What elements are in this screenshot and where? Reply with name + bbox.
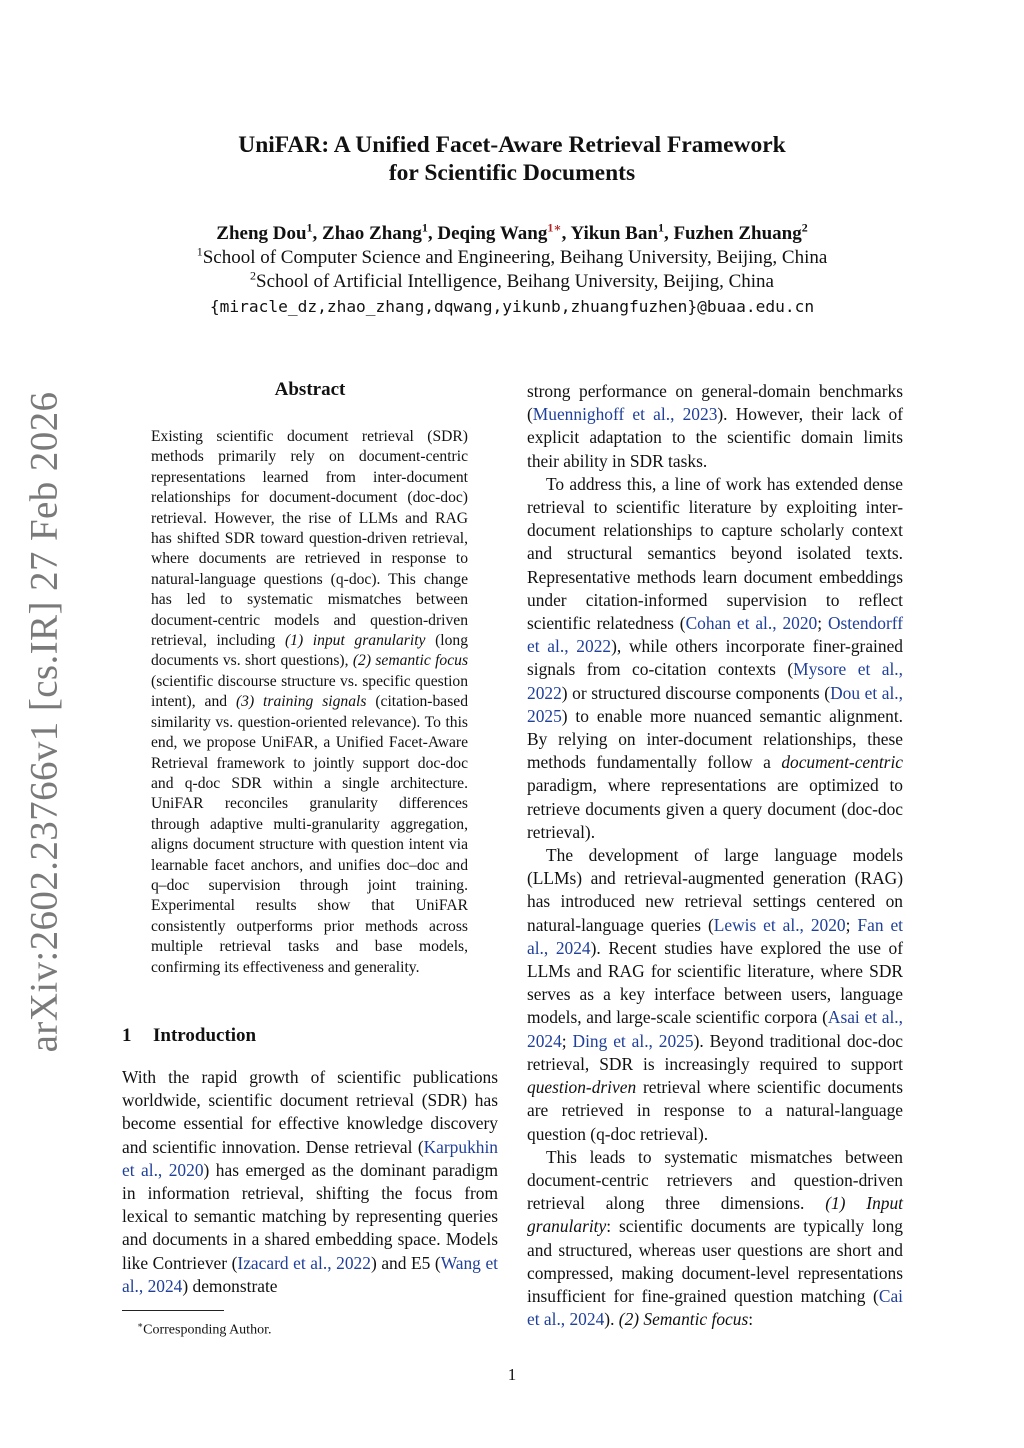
body-text: ) and E5 ( bbox=[370, 1252, 441, 1273]
body-text: paradigm, where representations are optimized to retrieve documents given a query document (doc-doc retrieval). bbox=[527, 775, 903, 842]
footnote-text: Corresponding Author. bbox=[143, 1322, 272, 1338]
emphasis-text: document-centric bbox=[781, 752, 903, 773]
citation-link[interactable]: Ostendorff et al., 2022 bbox=[527, 613, 904, 657]
citation-link[interactable]: Cohan et al., 2020 bbox=[685, 613, 818, 634]
body-text: ; bbox=[561, 1030, 573, 1051]
body-text: ) to enable more nuanced semantic alignment. By relying on inter-document relationships, these methods fundamentally follow a bbox=[527, 705, 903, 773]
citation-link[interactable]: Mysore et al., 2022 bbox=[527, 659, 903, 703]
author-name: Zheng Dou bbox=[216, 223, 307, 244]
author-name: Yikun Ban bbox=[570, 223, 658, 244]
paper-title bbox=[150, 131, 874, 187]
abstract-emphasis: (2) semantic focus bbox=[352, 652, 469, 670]
footnote bbox=[137, 1316, 497, 1340]
body-text: ). bbox=[604, 1309, 619, 1330]
abstract-body bbox=[151, 427, 468, 978]
emphasis-text: question-driven bbox=[527, 1077, 637, 1098]
affiliation-1 bbox=[90, 246, 934, 270]
affiliation-mark: 1 bbox=[196, 244, 203, 259]
body-text: ) demonstrate bbox=[182, 1275, 278, 1296]
introduction-left-column bbox=[122, 1066, 498, 1298]
right-column bbox=[527, 380, 903, 1331]
author-mark: 1 bbox=[657, 220, 664, 235]
abstract-text: (scientific discourse structure vs. specific question intent), and bbox=[151, 672, 468, 711]
body-text: retrieval where scientific documents are retrieved in response to a natural-language question (q-doc retrieval). bbox=[527, 1077, 903, 1144]
author-emails: {miracle_dz,zhao_zhang,dqwang,yikunb,zhuangfuzhen}@buaa.edu.cn bbox=[209, 297, 815, 316]
author-mark: 1∗ bbox=[547, 220, 562, 235]
citation-link[interactable]: Fan et al., 2024 bbox=[527, 914, 903, 958]
abstract-heading: Abstract bbox=[274, 379, 346, 400]
citation-link[interactable]: Cai et al., 2024 bbox=[527, 1285, 903, 1330]
body-text: This leads to systematic mismatches between document-centric retrievers and question-driven retrieval along three dimensions. bbox=[527, 1146, 903, 1214]
abstract-emphasis: (3) training signals bbox=[235, 693, 367, 711]
body-text: With the rapid growth of scientific publications worldwide, scientific document retrieval (SDR) has become essential for effective knowledge discovery and scientific innovation. Dense retrieval ( bbox=[122, 1067, 498, 1157]
body-text: strong performance on general-domain benchmarks ( bbox=[527, 381, 903, 425]
paragraph-1 bbox=[527, 380, 903, 473]
emphasis-text: (2) Semantic focus bbox=[618, 1309, 749, 1330]
abstract-emphasis: (1) input granularity bbox=[284, 632, 426, 650]
footnote-mark: ∗ bbox=[137, 1320, 144, 1330]
citation-link[interactable]: Wang et al., 2024 bbox=[122, 1252, 499, 1296]
body-text: ). However, their lack of explicit adaptation to the scientific domain limits their ability in SDR tasks. bbox=[527, 404, 903, 471]
body-text: ; bbox=[845, 914, 858, 935]
abstract-paragraph bbox=[151, 427, 468, 978]
paragraph-4 bbox=[527, 1146, 903, 1332]
citation-link[interactable]: Dou et al., 2025 bbox=[527, 682, 903, 726]
author-name: Deqing Wang bbox=[437, 223, 548, 244]
abstract-text: (long documents vs. short questions), bbox=[151, 632, 468, 670]
arxiv-identifier: arXiv:2602.23766v1 [cs.IR] 27 Feb 2026 bbox=[22, 391, 66, 1053]
citation-link[interactable]: Asai et al., 2024 bbox=[527, 1007, 903, 1051]
body-text: ) has emerged as the dominant paradigm in information retrieval, shifting the focus from lexical to semantic matching by representing queries and documents in a shared embedding space. Models like Contriever ( bbox=[122, 1159, 498, 1273]
affiliation-mark: 2 bbox=[250, 268, 256, 283]
body-text: To address this, a line of work has extended dense retrieval to scientific literature by exploiting inter-document relationships to capture scholarly context and structural semantics beyond isolated texts. Representative methods learn document embeddings under citation-informed supervision to reflect scientific relatedness ( bbox=[527, 473, 903, 634]
abstract-text: Existing scientific document retrieval (SDR) methods primarily rely on document-centric representations learned from inter-document relationships for document-document (doc-doc) retrieval. However, the rise of LLMs and RAG has shifted SDR toward question-driven retrieval, where documents are retrieved in response to natural-language questions (q-doc). This change has led to systematic mismatches between document-centric models and question-driven retrieval, including bbox=[151, 428, 468, 650]
body-text: : scientific documents are typically long and structured, whereas user questions are short and compressed, making document-level representations insufficient for fine-grained question matching ( bbox=[527, 1216, 903, 1306]
body-text: The development of large language models (LLMs) and retrieval-augmented generation (RAG) has introduced new retrieval settings centered on natural-language queries ( bbox=[527, 845, 903, 935]
citation-link[interactable]: Muennighoff et al., 2023 bbox=[532, 404, 718, 425]
section-number: 1 bbox=[122, 1025, 132, 1046]
author-name: Fuzhen Zhuang bbox=[673, 223, 802, 244]
body-text: ). Beyond traditional doc-doc retrieval, SDR is increasingly required to support bbox=[527, 1030, 903, 1074]
citation-link[interactable]: Izacard et al., 2022 bbox=[237, 1252, 371, 1273]
abstract-text: (citation-based similarity vs. question-oriented relevance). To this end, we propose UniFAR, a Unified Facet-Aware Retrieval framework to jointly support doc-doc and q-doc SDR within a single architecture. UniFAR reconciles granularity differences through adaptive multi-granularity aggregation, aligns document structure with question intent via learnable facet anchors, and unifies doc–doc and q–doc supervision through joint training. Experimental results show that UniFAR consistently outperforms prior methods across multiple retrieval tasks and base models, confirming its effectiveness and generality. bbox=[151, 693, 468, 976]
footnote-divider bbox=[122, 1310, 224, 1311]
citation-link[interactable]: Ding et al., 2025 bbox=[572, 1030, 694, 1051]
affiliation-text: School of Computer Science and Engineering, Beihang University, Beijing, China bbox=[202, 247, 828, 268]
body-text: ). Recent studies have explored the use of LLMs and RAG for scientific literature, where SDR serves as a key interface between users, language models, and large-scale scientific corpora ( bbox=[527, 937, 903, 1028]
author-mark: 2 bbox=[801, 220, 808, 235]
section-heading-introduction bbox=[122, 1024, 502, 1048]
paragraph-2 bbox=[527, 473, 903, 844]
section-title: Introduction bbox=[153, 1025, 257, 1046]
body-text: : bbox=[748, 1309, 754, 1330]
author-mark: 1 bbox=[421, 220, 428, 235]
intro-paragraph bbox=[122, 1066, 498, 1298]
body-text: ) or structured discourse components ( bbox=[561, 682, 831, 703]
citation-link[interactable]: Karpukhin et al., 2020 bbox=[122, 1136, 498, 1180]
citation-link[interactable]: Lewis et al., 2020 bbox=[713, 914, 846, 935]
title-line-2: for Scientific Documents bbox=[388, 160, 636, 186]
author-name: Zhao Zhang bbox=[322, 223, 422, 244]
affiliation-2 bbox=[90, 270, 934, 294]
title-line-1: UniFAR: A Unified Facet-Aware Retrieval Framework bbox=[238, 132, 786, 158]
emphasis-text: (1) Input granularity bbox=[527, 1193, 903, 1237]
page-number: 1 bbox=[507, 1365, 517, 1384]
author-list: Zheng Dou$^1$, Zhao Zhang$^1$, Deqing Wang$^{1∗}$, Yikun Ban$^1$, Fuzhen Zhuang$^2$ bbox=[216, 220, 808, 244]
affiliation-text: School of Artificial Intelligence, Beihang University, Beijing, China bbox=[256, 271, 774, 292]
paragraph-3 bbox=[527, 844, 903, 1146]
author-mark: 1 bbox=[306, 220, 313, 235]
body-text: ; bbox=[817, 613, 828, 634]
body-text: ), while others incorporate finer-grained signals from co-citation contexts ( bbox=[527, 636, 903, 680]
